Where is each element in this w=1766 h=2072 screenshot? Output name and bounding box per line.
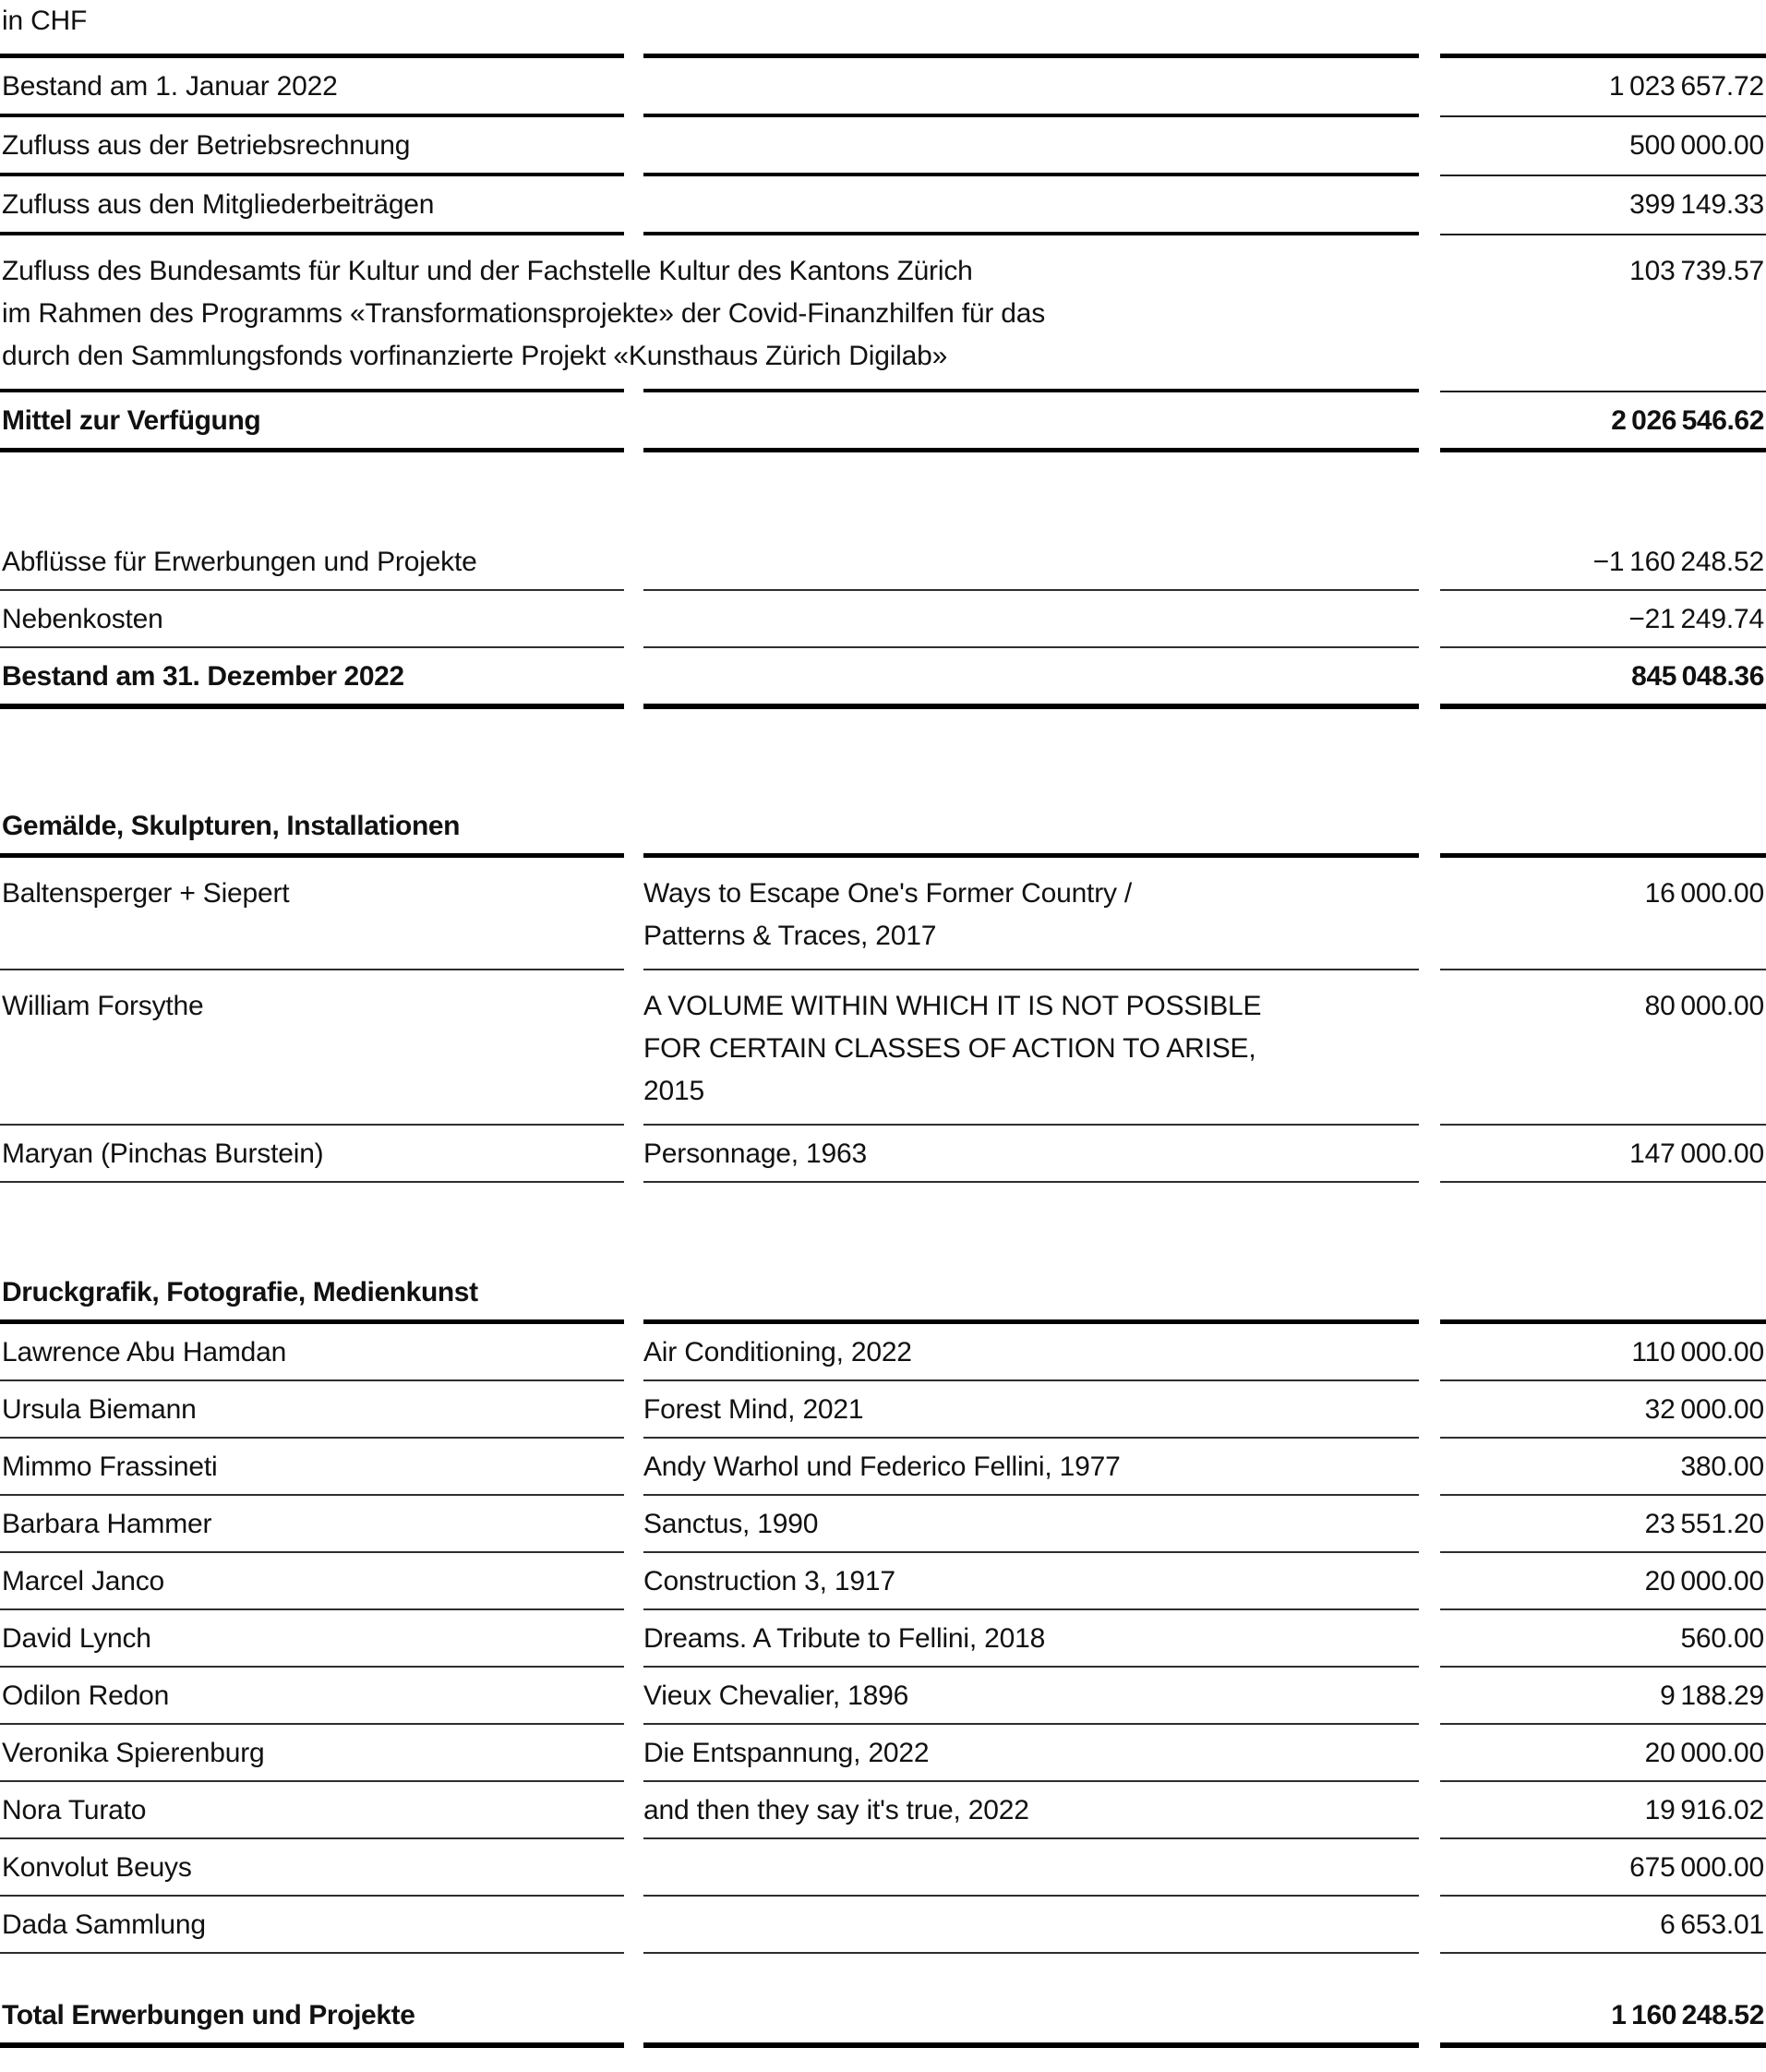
section-header-paintings — [0, 805, 1766, 858]
row-value: 16 000.00 — [1440, 858, 1766, 970]
acquisition-row — [0, 1668, 1766, 1725]
acquisition-row — [0, 1381, 1766, 1439]
work-title-line: Air Conditioning, 2022 — [643, 1337, 912, 1367]
row-value: 147 000.00 — [1440, 1126, 1766, 1183]
row-label: Mittel zur Verfügung — [2, 405, 261, 436]
work-title-cell — [643, 1324, 1419, 1381]
artist-name-text: Lawrence Abu Hamdan — [2, 1337, 287, 1367]
acquisition-row — [0, 1553, 1766, 1610]
row-value: 20 000.00 — [1440, 1553, 1766, 1610]
work-title-line: Personnage, 1963 — [643, 1138, 868, 1169]
acquisition-row — [0, 1725, 1766, 1782]
empty-cell — [643, 1987, 1419, 2048]
empty-cell — [1440, 805, 1766, 858]
empty-cell — [643, 58, 1419, 117]
artist-name — [0, 1782, 624, 1839]
acquisition-row — [0, 1496, 1766, 1553]
work-title-line: Construction 3, 1917 — [643, 1566, 895, 1596]
row-label-cell — [0, 117, 624, 176]
artist-name — [0, 970, 624, 1126]
table-row-outflows — [0, 534, 1766, 591]
row-label-cell — [0, 392, 624, 452]
spacer — [0, 709, 1766, 805]
artist-name-text: Konvolut Beuys — [2, 1852, 192, 1883]
acquisition-row — [0, 1839, 1766, 1897]
row-value: 399 149.33 — [1440, 176, 1766, 235]
artist-name-text: Dada Sammlung — [2, 1909, 206, 1940]
empty-cell — [643, 235, 1419, 392]
row-label: Total Erwerbungen und Projekte — [2, 2000, 415, 2030]
artist-name — [0, 1725, 624, 1782]
work-title-cell — [643, 1668, 1419, 1725]
work-title-line: 2015 — [643, 1076, 704, 1106]
work-title-cell — [643, 1439, 1419, 1496]
empty-cell — [643, 1271, 1419, 1324]
empty-cell — [643, 176, 1419, 235]
spacer — [0, 452, 1766, 534]
section-title: Druckgrafik, Fotografie, Medienkunst — [0, 1271, 624, 1324]
row-value: 23 551.20 — [1440, 1496, 1766, 1553]
row-value: 80 000.00 — [1440, 970, 1766, 1126]
row-label: Zufluss aus den Mitgliederbeiträgen — [2, 189, 435, 220]
work-title-cell — [643, 1553, 1419, 1610]
row-value: 675 000.00 — [1440, 1839, 1766, 1897]
table-row-opening-balance — [0, 58, 1766, 117]
work-title-line: Andy Warhol und Federico Fellini, 1977 — [643, 1452, 1121, 1482]
row-value: 500 000.00 — [1440, 117, 1766, 176]
acquisition-row — [0, 1126, 1766, 1183]
artist-name — [0, 1439, 624, 1496]
acquisition-row — [0, 1897, 1766, 1954]
section-header-prints — [0, 1271, 1766, 1324]
row-value: −1 160 248.52 — [1440, 534, 1766, 591]
work-title-line: Sanctus, 1990 — [643, 1509, 819, 1539]
work-title-line: A VOLUME WITHIN WHICH IT IS NOT POSSIBLE — [643, 991, 1262, 1021]
spacer — [0, 1183, 1766, 1271]
work-title-cell — [643, 1381, 1419, 1439]
work-title-cell — [643, 1839, 1419, 1897]
row-value: 1 160 248.52 — [1440, 1987, 1766, 2048]
empty-cell — [643, 648, 1419, 709]
empty-cell — [1440, 1271, 1766, 1324]
row-value: 845 048.36 — [1440, 648, 1766, 709]
artist-name — [0, 1496, 624, 1553]
section-title: Gemälde, Skulpturen, Installationen — [0, 805, 624, 858]
row-label-cell — [0, 235, 1046, 392]
work-title-line: Dreams. A Tribute to Fellini, 2018 — [643, 1623, 1046, 1654]
table-row-funds-available — [0, 392, 1766, 452]
table-row-inflow-federal — [0, 235, 1766, 392]
work-title-line: Patterns & Traces, 2017 — [643, 921, 937, 951]
table-row-incidentals — [0, 591, 1766, 648]
work-title-cell — [643, 1725, 1419, 1782]
work-title-cell — [643, 858, 1419, 970]
work-title-cell — [643, 1610, 1419, 1668]
artist-name — [0, 1126, 624, 1183]
work-title-line: Vieux Chevalier, 1896 — [643, 1680, 909, 1711]
artist-name — [0, 1897, 624, 1954]
table-row-inflow-operating — [0, 117, 1766, 176]
row-label-line: im Rahmen des Programms «Transformationsprojekte» der Covid-Finanzhilfen für das — [2, 298, 1046, 329]
artist-name-text: Nora Turato — [2, 1795, 147, 1825]
empty-cell — [643, 392, 1419, 452]
artist-name-text: Mimmo Frassineti — [2, 1452, 218, 1482]
row-value: −21 249.74 — [1440, 591, 1766, 648]
row-label-line: durch den Sammlungsfonds vorfinanzierte Projekt «Kunsthaus Zürich Digilab» — [2, 341, 948, 371]
artist-name — [0, 1610, 624, 1668]
row-label: Abflüsse für Erwerbungen und Projekte — [2, 547, 477, 577]
row-label: Zufluss aus der Betriebsrechnung — [2, 130, 411, 161]
row-label: Bestand am 1. Januar 2022 — [2, 71, 338, 102]
work-title-cell — [643, 1126, 1419, 1183]
row-label-cell — [0, 58, 624, 117]
currency-label: in CHF — [2, 6, 88, 36]
spacer — [0, 1954, 1766, 1987]
table-row-grand-total — [0, 1987, 1766, 2048]
work-title-line: FOR CERTAIN CLASSES OF ACTION TO ARISE, — [643, 1033, 1256, 1064]
artist-name — [0, 1668, 624, 1725]
work-title-cell — [643, 1897, 1419, 1954]
artist-name-text: Barbara Hammer — [2, 1509, 212, 1539]
artist-name-text: Maryan (Pinchas Burstein) — [2, 1138, 324, 1169]
acquisition-row — [0, 1439, 1766, 1496]
artist-name-text: Veronika Spierenburg — [2, 1738, 265, 1768]
row-value: 6 653.01 — [1440, 1897, 1766, 1954]
row-value: 20 000.00 — [1440, 1725, 1766, 1782]
artist-name-text: David Lynch — [2, 1623, 151, 1654]
row-label-cell — [0, 176, 624, 235]
empty-cell — [643, 591, 1419, 648]
artist-name-text: Baltensperger + Siepert — [2, 878, 290, 909]
work-title-cell — [643, 1782, 1419, 1839]
work-title-cell — [643, 1496, 1419, 1553]
row-value: 1 023 657.72 — [1440, 58, 1766, 117]
row-label: Bestand am 31. Dezember 2022 — [2, 661, 404, 692]
row-value: 110 000.00 — [1440, 1324, 1766, 1381]
artist-name — [0, 1839, 624, 1897]
artist-name-text: Ursula Biemann — [2, 1394, 197, 1425]
row-value: 19 916.02 — [1440, 1782, 1766, 1839]
row-value: 380.00 — [1440, 1439, 1766, 1496]
row-label-cell — [0, 1987, 624, 2048]
row-label-cell — [0, 591, 624, 648]
row-value: 103 739.57 — [1440, 235, 1766, 392]
work-title-line: Die Entspannung, 2022 — [643, 1738, 930, 1768]
acquisition-row — [0, 1610, 1766, 1668]
row-label-line: Zufluss des Bundesamts für Kultur und der Fachstelle Kultur des Kantons Zürich — [2, 256, 973, 286]
artist-name — [0, 1381, 624, 1439]
work-title-line: and then they say it's true, 2022 — [643, 1795, 1029, 1825]
row-label: Nebenkosten — [2, 604, 163, 634]
artist-name — [0, 858, 624, 970]
row-value: 9 188.29 — [1440, 1668, 1766, 1725]
work-title-cell — [643, 970, 1419, 1126]
artist-name-text: Marcel Janco — [2, 1566, 165, 1596]
artist-name — [0, 1324, 624, 1381]
acquisition-row — [0, 1782, 1766, 1839]
artist-name — [0, 1553, 624, 1610]
row-value: 32 000.00 — [1440, 1381, 1766, 1439]
row-value: 2 026 546.62 — [1440, 392, 1766, 452]
table-row-inflow-membership — [0, 176, 1766, 235]
acquisition-row — [0, 858, 1766, 970]
empty-cell — [643, 534, 1419, 591]
row-label-cell — [0, 648, 624, 709]
empty-cell — [643, 117, 1419, 176]
acquisition-row — [0, 970, 1766, 1126]
row-label-cell — [0, 534, 624, 591]
empty-cell — [643, 805, 1419, 858]
artist-name-text: William Forsythe — [2, 991, 204, 1021]
table-row-closing-balance — [0, 648, 1766, 709]
acquisition-row — [0, 1324, 1766, 1381]
work-title-line: Forest Mind, 2021 — [643, 1394, 864, 1425]
artist-name-text: Odilon Redon — [2, 1680, 170, 1711]
work-title-line: Ways to Escape One's Former Country / — [643, 878, 1133, 909]
row-value: 560.00 — [1440, 1610, 1766, 1668]
